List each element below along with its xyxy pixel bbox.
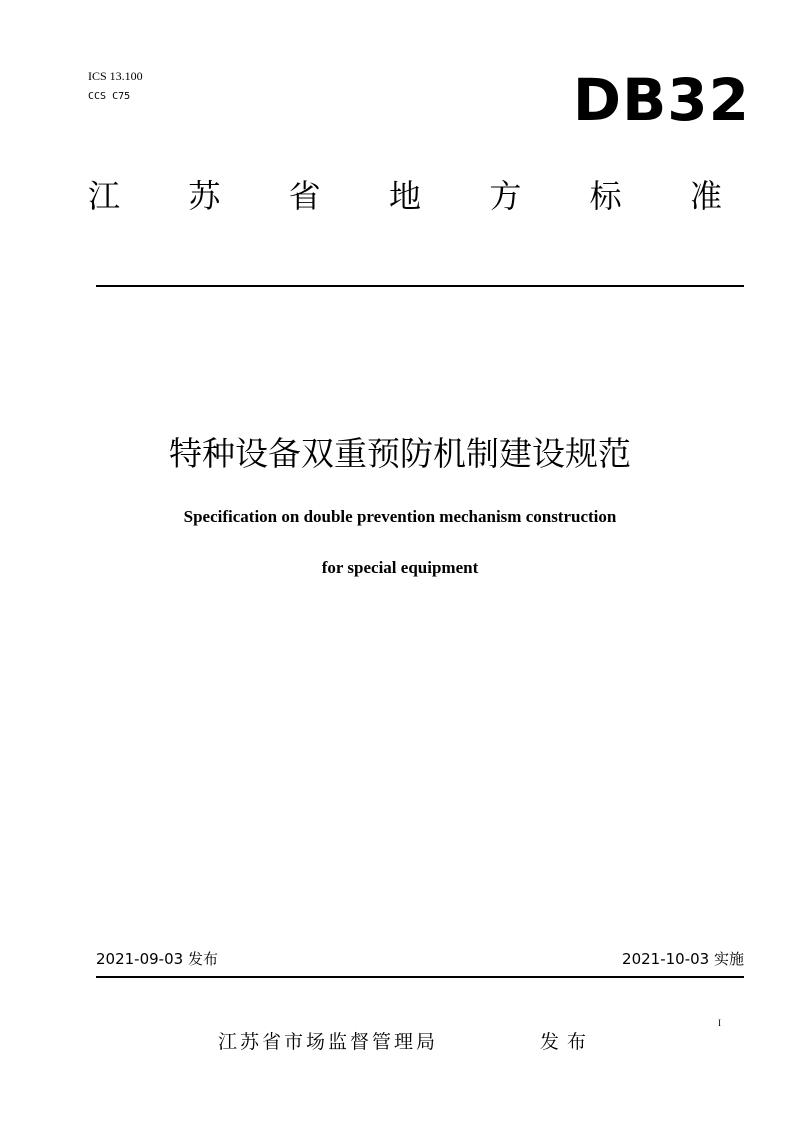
- db-code: DB32: [572, 66, 750, 134]
- standard-type-char: 省: [288, 177, 321, 215]
- title-chinese: 特种设备双重预防机制建设规范: [169, 434, 631, 473]
- ics-code: ICS 13.100: [88, 69, 143, 83]
- standard-type-char: 地: [388, 177, 421, 215]
- issue-date: 2021-09-03 发布: [96, 950, 218, 968]
- issuing-authority-suffix: 发布: [540, 1031, 595, 1053]
- footer-divider: [96, 976, 744, 978]
- title-english-line-2: for special equipment: [321, 558, 479, 577]
- issuing-authority: 江苏省市场监督管理局: [218, 1031, 439, 1053]
- page-mark: I: [718, 1018, 721, 1028]
- title-english-line-1: Specification on double prevention mechanism construction: [183, 507, 617, 526]
- standard-type-char: 准: [689, 177, 722, 215]
- standard-type-char: 苏: [188, 177, 221, 215]
- standard-type-char: 标: [589, 177, 622, 215]
- standard-type-char: 江: [88, 177, 121, 215]
- implementation-date: 2021-10-03 实施: [622, 950, 744, 968]
- standard-type: [88, 172, 722, 220]
- ccs-code: CCS C75: [88, 91, 131, 102]
- standard-type-char: 方: [489, 177, 522, 215]
- header-divider: [96, 285, 744, 287]
